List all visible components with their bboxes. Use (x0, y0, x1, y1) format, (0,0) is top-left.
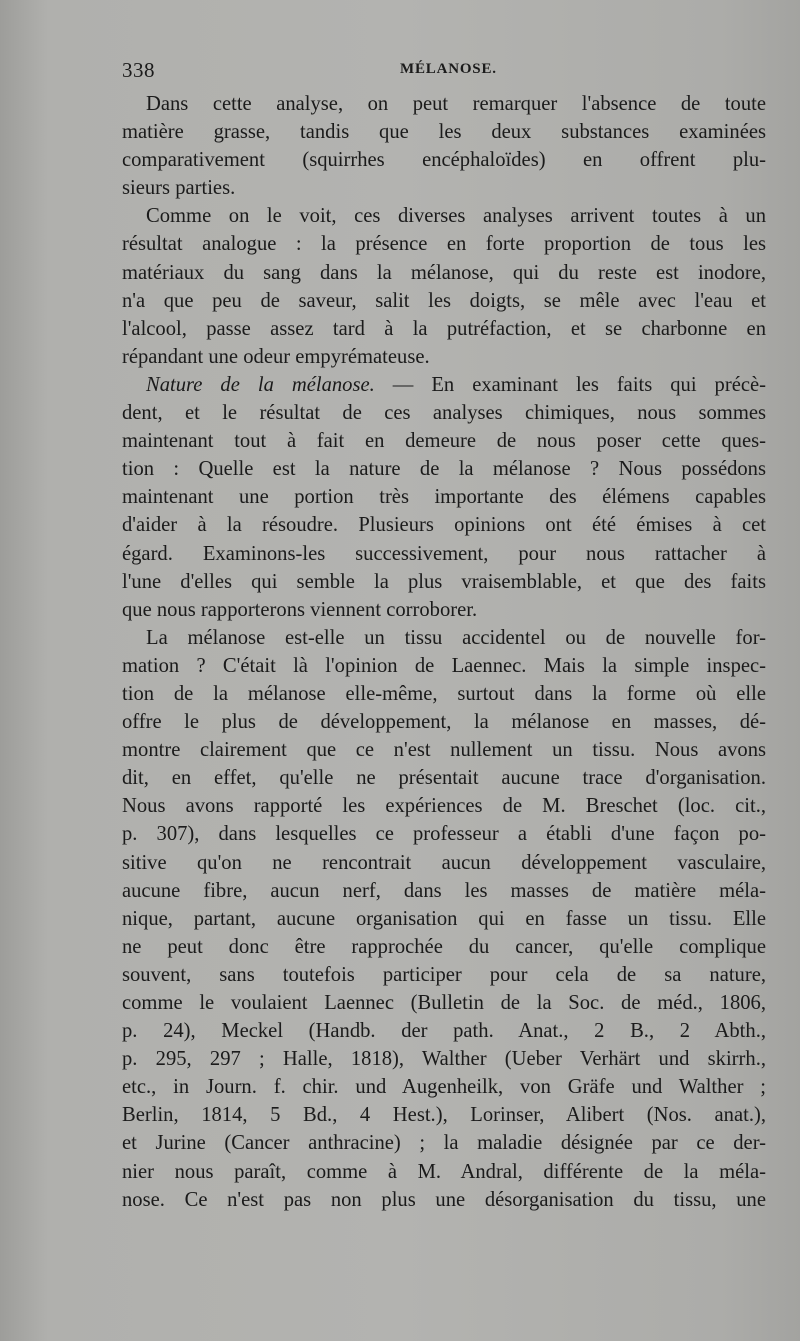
text-line: montre clairement que ce n'est nullement un tissu. Nous avons (122, 739, 766, 762)
text-line: p. 307), dans lesquelles ce professeur a établi d'une façon po- (122, 823, 766, 846)
text-line: n'a que peu de saveur, salit les doigts, se mêle avec l'eau et (122, 289, 766, 312)
paragraph (122, 624, 766, 1214)
text-line: comme le voulaient Laennec (Bulletin de la Soc. de méd., 1806, (122, 992, 766, 1014)
text-run: — En examinant les faits qui précè- (374, 373, 766, 396)
page-number: 338 (122, 58, 155, 82)
section-heading: Nature de la mélanose. (146, 373, 375, 396)
text-line: matériaux du sang dans la mélanose, qui du reste est inodore, (122, 261, 766, 284)
text-line: répandant une odeur empyrémateuse. (122, 345, 430, 368)
text-line: résultat analogue : la présence en forte proportion de tous les (122, 233, 766, 256)
text-line: tion de la mélanose elle-même, surtout dans la forme où elle (122, 682, 766, 705)
text-line: sieurs parties. (122, 177, 236, 200)
text-line: matière grasse, tandis que les deux substances examinées (122, 121, 766, 144)
text-line (122, 371, 766, 399)
text-line: nier nous paraît, comme à M. Andral, différente de la méla- (122, 1160, 766, 1183)
text-line: Nous avons rapporté les expériences de M. Breschet (loc. cit., (122, 795, 766, 818)
text-line: et Jurine (Cancer anthracine) ; la maladie désignée par ce der- (122, 1132, 766, 1155)
text-line: offre le plus de développement, la mélanose en masses, dé- (122, 711, 766, 734)
text-line: etc., in Journ. f. chir. und Augenheilk, von Gräfe und Walther ; (122, 1076, 766, 1099)
running-head (122, 58, 762, 84)
body-text (122, 90, 766, 1214)
text-line: tion : Quelle est la nature de la mélanose ? Nous possédons (122, 458, 766, 481)
text-line: l'alcool, passe assez tard à la putréfaction, et se charbonne en (122, 317, 766, 340)
text-line: égard. Examinons-les successivement, pour nous rattacher à (122, 542, 766, 565)
running-title: MÉLANOSE. (400, 61, 497, 77)
paragraph (122, 90, 766, 202)
text-line: ne peut donc être rapprochée du cancer, qu'elle complique (122, 935, 766, 958)
text-line: que nous rapporterons viennent corroborer. (122, 598, 478, 621)
text-line: maintenant une portion très importante des élémens capables (122, 486, 766, 509)
text-line: nose. Ce n'est pas non plus une désorganisation du tissu, une (122, 1188, 766, 1211)
paragraph (122, 202, 766, 371)
text-line: mation ? C'était là l'opinion de Laennec. Mais la simple inspec- (122, 654, 766, 677)
text-line: souvent, sans toutefois participer pour cela de sa nature, (122, 963, 766, 986)
text-line: dit, en effet, qu'elle ne présentait aucune trace d'organisation. (122, 767, 766, 790)
text-line: Comme on le voit, ces diverses analyses arrivent toutes à un (146, 205, 766, 228)
text-line: aucune fibre, aucun nerf, dans les masses de matière méla- (122, 879, 766, 902)
text-line: Berlin, 1814, 5 Bd., 4 Hest.), Lorinser, Alibert (Nos. anat.), (122, 1104, 766, 1127)
text-line: maintenant tout à fait en demeure de nous poser cette ques- (122, 430, 766, 453)
text-line: dent, et le résultat de ces analyses chimiques, nous sommes (122, 402, 766, 425)
text-line: La mélanose est-elle un tissu accidentel ou de nouvelle for- (146, 626, 766, 649)
text-line: Dans cette analyse, on peut remarquer l'absence de toute (146, 93, 766, 115)
text-line: nique, partant, aucune organisation qui en fasse un tissu. Elle (122, 907, 766, 930)
paragraph (122, 371, 766, 624)
text-line: l'une d'elles qui semble la plus vraisemblable, et que des faits (122, 570, 766, 593)
text-line: comparativement (squirrhes encéphaloïdes) en offrent plu- (122, 149, 766, 172)
text-line: sitive qu'on ne rencontrait aucun développement vasculaire, (122, 851, 766, 874)
text-line: p. 24), Meckel (Handb. der path. Anat., 2 B., 2 Abth., (122, 1020, 766, 1043)
text-line: p. 295, 297 ; Halle, 1818), Walther (Ueber Verhärt und skirrh., (122, 1048, 766, 1071)
text-line: d'aider à la résoudre. Plusieurs opinions ont été émises à cet (122, 514, 766, 537)
